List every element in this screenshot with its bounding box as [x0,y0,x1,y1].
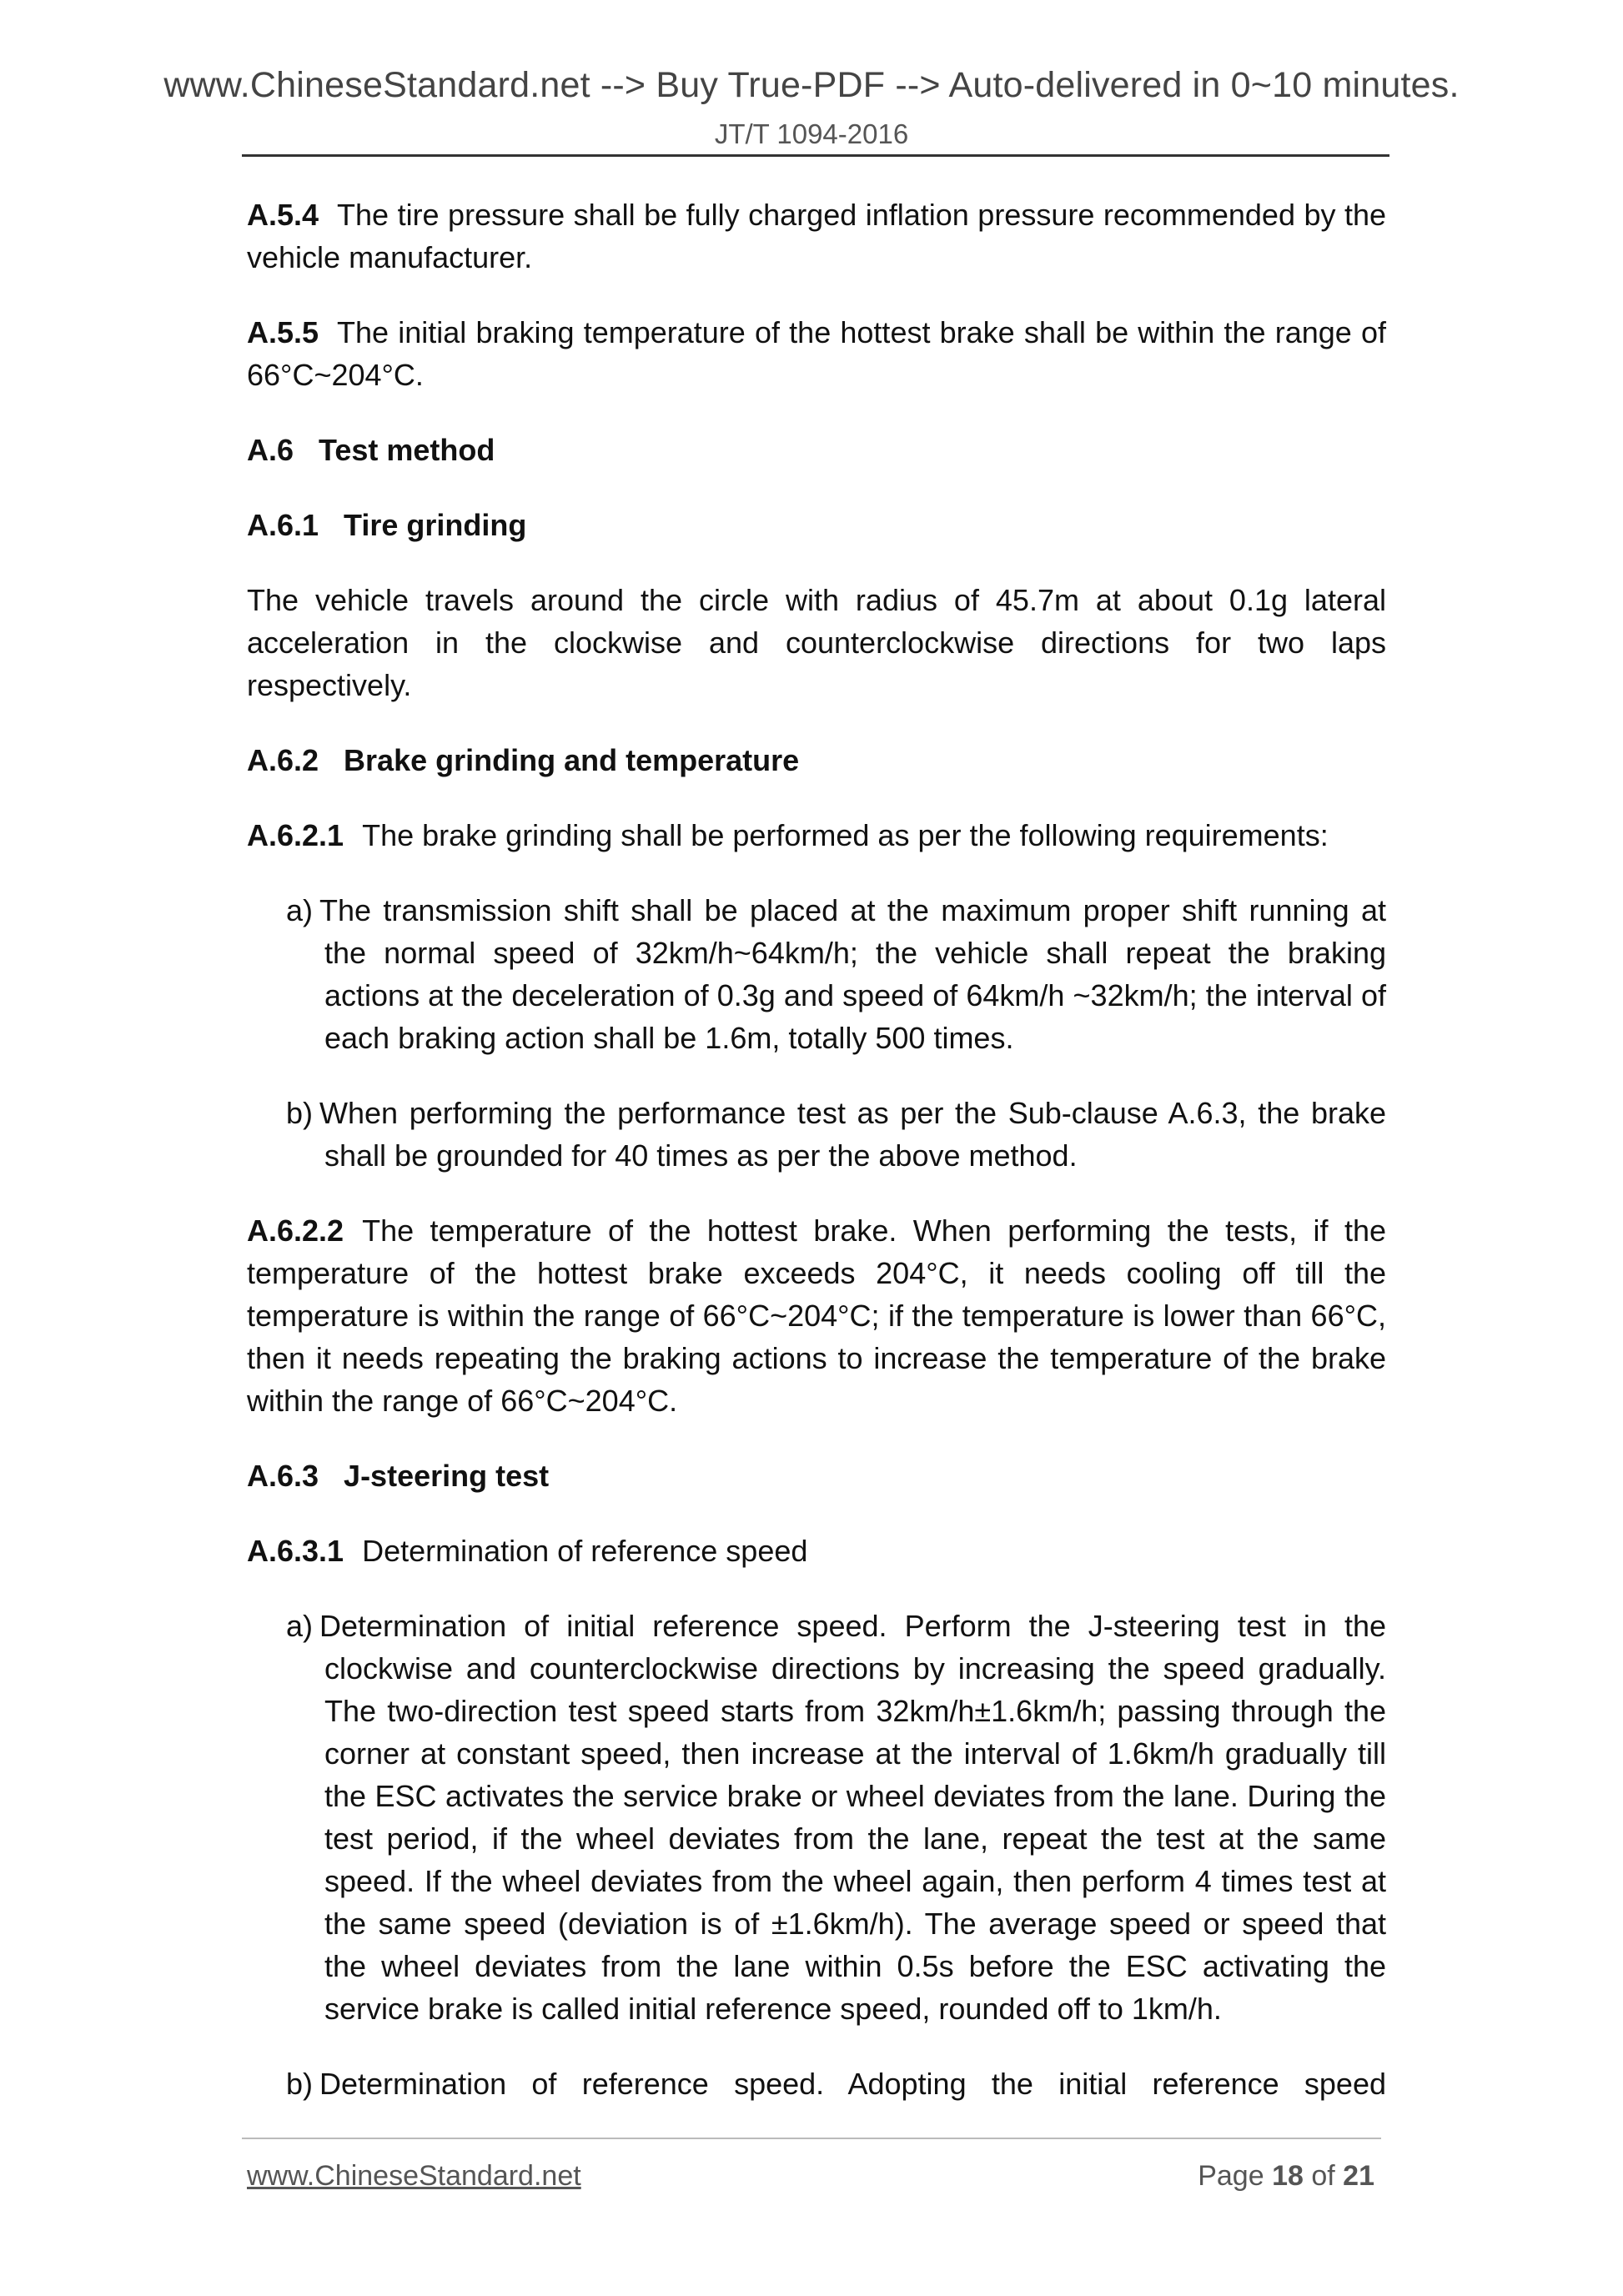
footer-divider [242,2138,1381,2139]
heading-title: Brake grinding and temperature [344,743,800,777]
clause-a631 [247,1530,1386,1572]
heading-number: A.6.3 [247,1459,319,1493]
clause-text: Determination of reference speed [362,1534,808,1568]
header-divider [242,154,1389,157]
header-title[interactable]: www.ChineseStandard.net --> Buy True-PDF --> Auto-delivered in 0~10 minutes. [163,65,1460,105]
clause-a61-text: The vehicle travels around the circle with radius of 45.7m at about 0.1g lateral acceleration in the clockwise and counterclockwise directions for two laps respectively. [247,583,1386,702]
heading-a62 [247,739,1386,781]
document-body [247,193,1386,2138]
page-number: 18 [1272,2160,1304,2192]
clause-number: A.5.5 [247,315,319,349]
clause-a622 [247,1209,1386,1422]
list-item-text: Determination of initial reference speed. Perform the J-steering test in the clockwise and counterclockwise directions by increasing the speed gradually. The two-direction test speed starts from 32km/h±1.6km/h; passing through the corner at constant speed, then increase at the interval of 1.6km/h gradually till the ESC activates the service brake or wheel deviates from the lane. During the test period, if the wheel deviates from the lane, repeat the test at the same speed. If the wheel deviates from the wheel again, then perform 4 times test at the same speed (deviation is of ±1.6km/h). The average speed or speed that the wheel deviates from the lane within 0.5s before the ESC activating the service brake is called initial reference speed, rounded off to 1km/h. [319,1609,1386,2026]
list-item-text: Determination of reference speed. Adopting the initial reference speed [319,2067,1386,2101]
clause-number: A.6.2.1 [247,818,344,852]
clause-text: The tire pressure shall be fully charged inflation pressure recommended by the vehicle manufacturer. [247,198,1386,274]
page-indicator [1198,2160,1374,2193]
heading-title: Tire grinding [344,508,527,542]
clause-text: The temperature of the hottest brake. When performing the tests, if the temperature of the hottest brake exceeds 204°C, it needs cooling off till the temperature is within the range of 66°C~204°C; if the temperature is lower than 66°C, then it needs repeating the braking actions to increase the temperature of the brake within the range of 66°C~204°C. [247,1213,1386,1418]
clause-a621 [247,814,1386,857]
clause-a55 [247,311,1386,396]
list-item-label: a) [286,893,314,927]
heading-title: Test method [319,433,495,467]
list-item-label: b) [286,1096,314,1130]
list-item-label: b) [286,2067,314,2101]
heading-a61 [247,504,1386,546]
heading-a63 [247,1454,1386,1497]
page-total: 21 [1343,2160,1374,2192]
heading-a6 [247,429,1386,471]
list-item [247,1092,1386,1177]
standard-code: JT/T 1094-2016 [714,118,909,149]
list-item [247,1605,1386,2030]
list-item-text: When performing the performance test as per the Sub-clause A.6.3, the brake shall be grounded for 40 times as per the above method. [319,1096,1386,1173]
list-item [247,889,1386,1059]
clause-a54 [247,193,1386,279]
footer-website-link[interactable]: www.ChineseStandard.net [247,2160,581,2192]
heading-title: J-steering test [344,1459,550,1493]
heading-number: A.6.1 [247,508,319,542]
clause-number: A.6.2.2 [247,1213,344,1248]
page-prefix: Page [1198,2160,1264,2192]
clause-number: A.5.4 [247,198,319,232]
clause-text: The initial braking temperature of the hottest brake shall be within the range of 66°C~204°C. [247,315,1386,392]
list-item-label: a) [286,1609,314,1643]
list-item-text: The transmission shift shall be placed at the maximum proper shift running at the normal speed of 32km/h~64km/h; the vehicle shall repeat the braking actions at the deceleration of 0.3g and speed of 64km/h ~32km/h; the interval of each braking action shall be 1.6m, totally 500 times. [319,893,1386,1055]
clause-number: A.6.3.1 [247,1534,344,1568]
list-item [247,2062,1386,2105]
page-of: of [1311,2160,1335,2192]
heading-number: A.6 [247,433,294,467]
heading-number: A.6.2 [247,743,319,777]
clause-text: The brake grinding shall be performed as per the following requirements: [362,818,1329,852]
